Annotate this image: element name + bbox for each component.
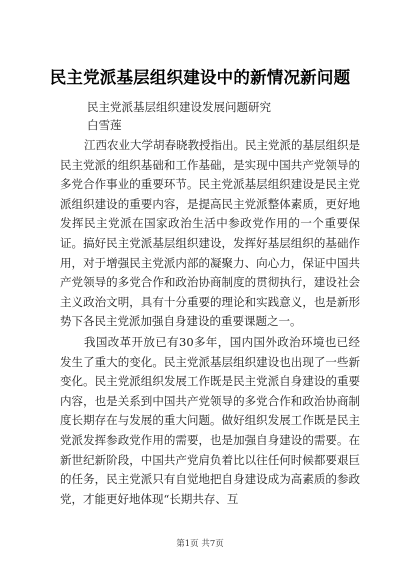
body-paragraph: 江西农业大学胡春晓教授指出。民主党派的基层组织是民主党派的组织基础和工作基础，是实现中国共产党领导的多党合作事业的重要环节。民主党派基层组织建设是民主党派组织建设的重要内容，是提高民主党派整体素质，更好地发挥民主党派在国家政治生活中参政党作用的一个重要保证。搞好民主党派基层组织建设，发挥好基层组织的基础作用，对于增强民主党派内部的凝聚力、向心力，保证中国共产党领导的多党合作和政治协商制度的贯彻执行，建设社会主义政治文明，具有十分重要的理论和实践意义，也是新形势下各民主党派加强自身建设的重要课题之一。 xyxy=(60,138,360,329)
document-subtitle: 民主党派基层组织建设发展问题研究 xyxy=(87,100,271,114)
body-paragraph: 我国改革开放已有30多年，国内国外政治环境也已经发生了重大的变化。民主党派基层组织建设也出现了一些新变化。民主党派组织发展工作既是民主党派自身建设的重要内容，也是关系到中国共产党领导的多党合作和政治协商制度长期存在与发展的重大问题。做好组织发展工作既是民主党派发挥参政党作用的需要，也是加强自身建设的需要。在新世纪新阶段，中国共产党肩负着比以往任何时候都要艰巨的任务，民主党派只有自觉地把自身建设成为高素质的参政党，才能更好地体现“长期共存、互 xyxy=(60,335,360,506)
document-title: 民主党派基层组织建设中的新情况新问题 xyxy=(49,68,351,87)
page-number-footer: 第1页 共7页 xyxy=(176,539,224,549)
author-name: 白雪莲 xyxy=(87,118,122,132)
